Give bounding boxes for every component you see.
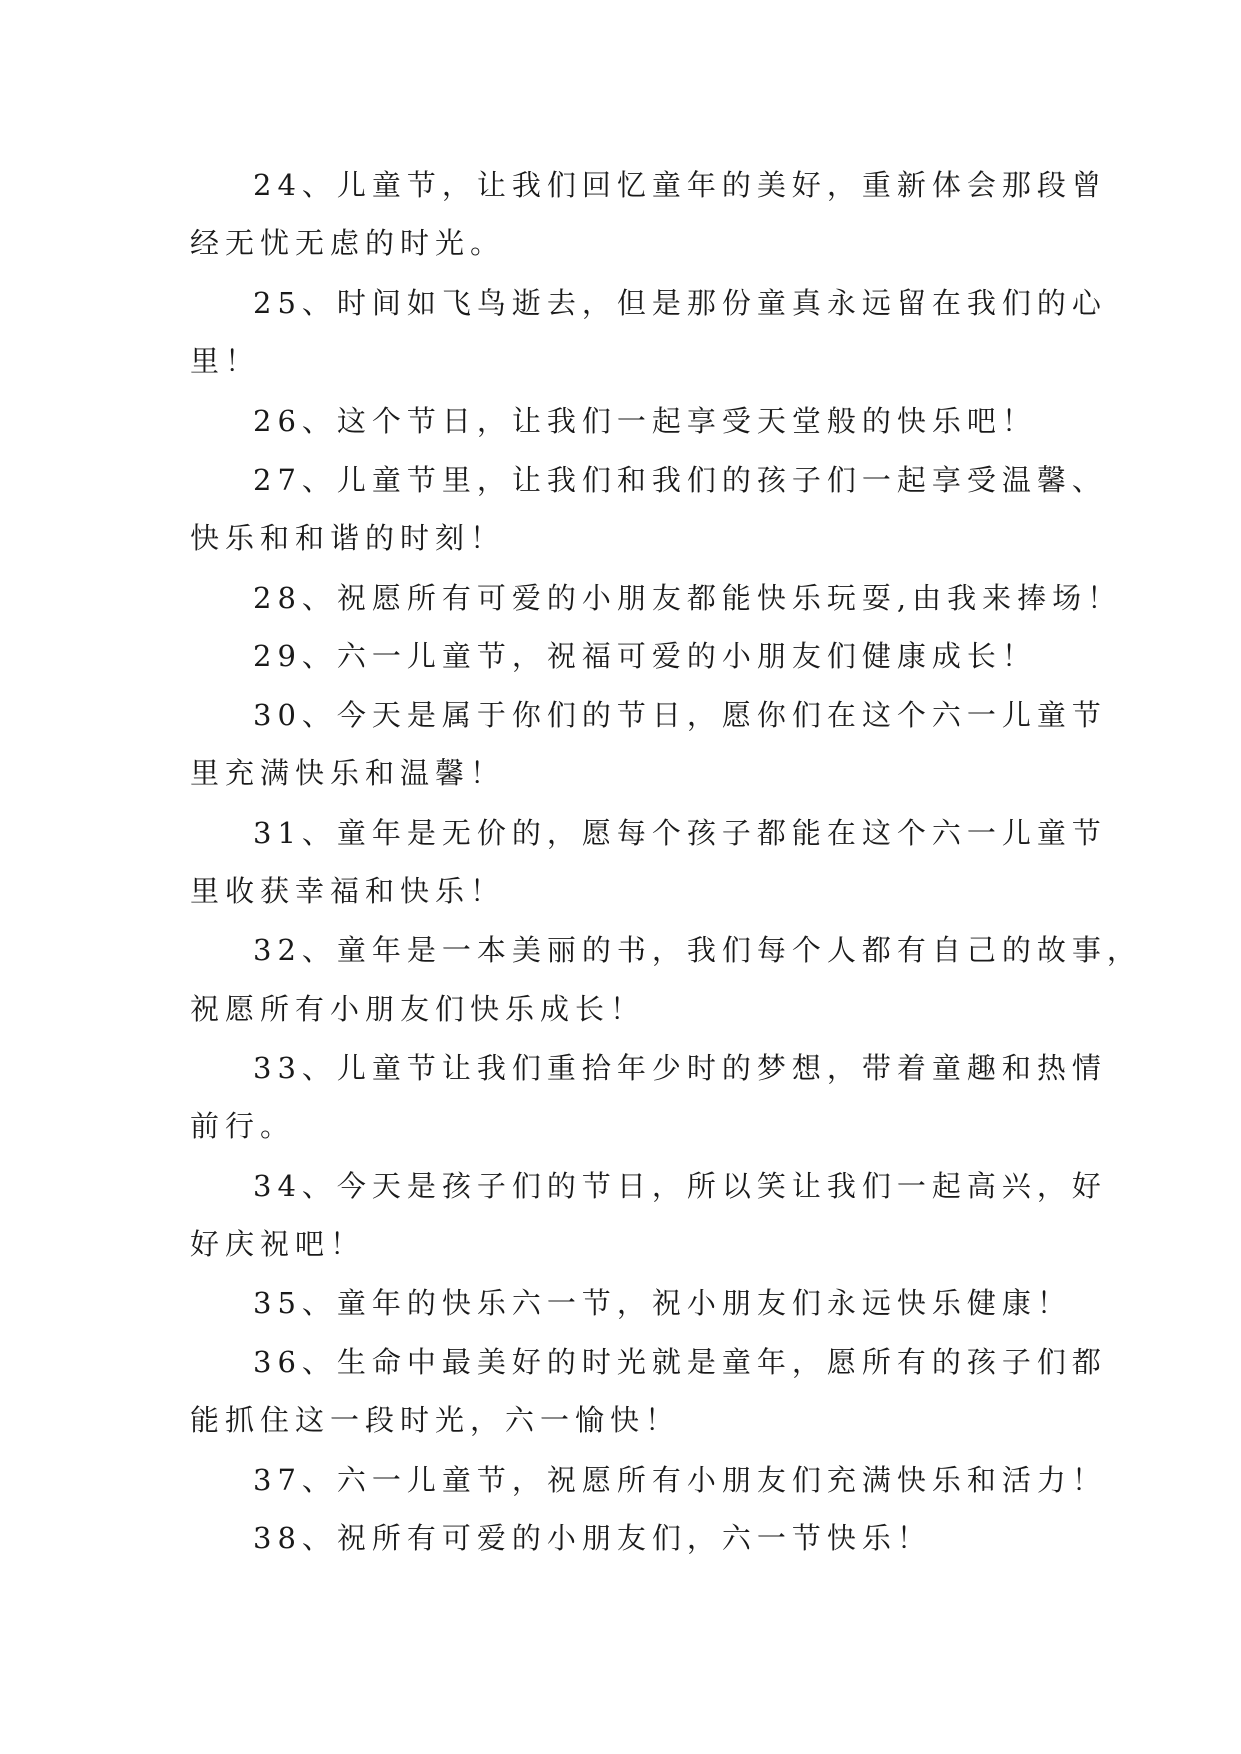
item-27-line-2: 快乐和和谐的时刻！ (190, 521, 506, 555)
item-36-line-1: 36、生命中最美好的时光就是童年，愿所有的孩子们都 (253, 1345, 1107, 1379)
item-31-line-1: 31、童年是无价的，愿每个孩子都能在这个六一儿童节 (253, 816, 1107, 850)
item-36-line-2: 能抓住这一段时光，六一愉快！ (190, 1403, 681, 1437)
item-25-line-2: 里！ (190, 344, 261, 378)
item-26-line-1: 26、这个节日，让我们一起享受天堂般的快乐吧！ (253, 404, 1037, 438)
item-32-line-1: 32、童年是一本美丽的书，我们每个人都有自己的故事， (253, 933, 1142, 967)
item-30-line-2: 里充满快乐和温馨！ (190, 756, 506, 790)
item-27-line-1: 27、儿童节里，让我们和我们的孩子们一起享受温馨、 (253, 463, 1107, 497)
item-35-line-1: 35、童年的快乐六一节，祝小朋友们永远快乐健康！ (253, 1286, 1072, 1320)
item-30-line-1: 30、今天是属于你们的节日，愿你们在这个六一儿童节 (253, 698, 1107, 732)
item-34-line-1: 34、今天是孩子们的节日，所以笑让我们一起高兴，好 (253, 1169, 1107, 1203)
item-37-line-1: 37、六一儿童节，祝愿所有小朋友们充满快乐和活力！ (253, 1463, 1107, 1497)
item-32-line-2: 祝愿所有小朋友们快乐成长！ (190, 992, 646, 1026)
item-25-line-1: 25、时间如飞鸟逝去，但是那份童真永远留在我们的心 (253, 286, 1107, 320)
item-28-line-1: 28、祝愿所有可爱的小朋友都能快乐玩耍,由我来捧场！ (253, 581, 1123, 615)
item-33-line-2: 前行。 (190, 1109, 296, 1143)
item-34-line-2: 好庆祝吧！ (190, 1227, 366, 1261)
item-24-line-1: 24、儿童节，让我们回忆童年的美好，重新体会那段曾 (253, 168, 1107, 202)
item-38-line-1: 38、祝所有可爱的小朋友们，六一节快乐！ (253, 1521, 932, 1555)
item-33-line-1: 33、儿童节让我们重拾年少时的梦想，带着童趣和热情 (253, 1051, 1107, 1085)
item-29-line-1: 29、六一儿童节，祝福可爱的小朋友们健康成长！ (253, 639, 1037, 673)
item-24-line-2: 经无忧无虑的时光。 (190, 226, 506, 260)
item-31-line-2: 里收获幸福和快乐！ (190, 874, 506, 908)
